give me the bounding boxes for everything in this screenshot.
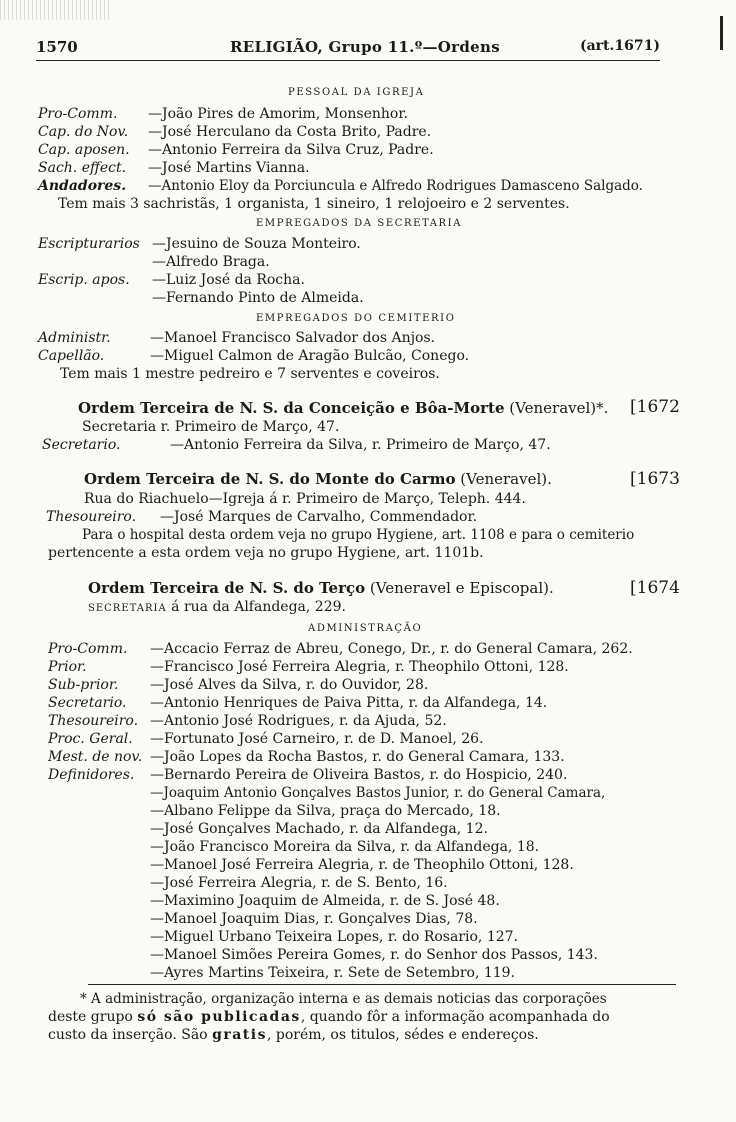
admin-label: Thesoureiro. — [48, 713, 139, 729]
order-heading-terco — [88, 578, 554, 598]
order-qualifier: (Veneravel)*. — [509, 399, 609, 417]
cemiterio-label: Administr. — [38, 330, 111, 346]
admin-label: Mest. de nov. — [48, 749, 143, 765]
pessoal-label: Cap. do Nov. — [38, 124, 129, 140]
secretaria-word: SECRETARIA — [88, 603, 167, 614]
footnote-text: custo da inserção. São — [48, 1027, 208, 1043]
secretaria-text: —Alfredo Braga. — [152, 254, 270, 270]
cemiterio-note: Tem mais 1 mestre pedreiro e 7 serventes e coveiros. — [60, 366, 440, 382]
pessoal-text: —José Herculano da Costa Brito, Padre. — [148, 124, 432, 140]
admin-text: —Manoel Joaquim Dias, r. Gonçalves Dias, 78. — [150, 911, 478, 927]
order-qualifier: (Veneravel). — [460, 470, 552, 488]
footnote-text: deste grupo — [48, 1009, 133, 1025]
admin-text: —Manoel Simões Pereira Gomes, r. do Senhor dos Passos, 143. — [150, 947, 598, 963]
section-pessoal-title: PESSOAL DA IGREJA — [288, 87, 425, 98]
admin-text: —José Alves da Silva, r. do Ouvidor, 28. — [150, 677, 429, 693]
footnote-text: , quando fôr a informação acompanhada do — [300, 1009, 610, 1025]
secretaria-text: —Fernando Pinto de Almeida. — [152, 290, 364, 306]
admin-text: —Manoel José Ferreira Alegria, r. de Theophilo Ottoni, 128. — [150, 857, 574, 873]
pessoal-label: Sach. effect. — [38, 160, 127, 176]
pessoal-text: —Antonio Ferreira da Silva Cruz, Padre. — [148, 142, 434, 158]
article-ref: (art.1671) — [579, 38, 660, 54]
order-name: Ordem Terceira de N. S. da Conceição e Bôa-Morte — [78, 399, 505, 417]
admin-text: —Accacio Ferraz de Abreu, Conego, Dr., r. do General Camara, 262. — [150, 641, 633, 657]
running-title: RELIGIÃO, Grupo 11.º—Ordens — [230, 38, 500, 56]
footnote-emphasis: só são publicadas — [137, 1009, 301, 1025]
order-heading-carmo — [84, 469, 552, 489]
admin-text: —Ayres Martins Teixeira, r. Sete de Setembro, 119. — [150, 965, 516, 981]
admin-text: —Maximino Joaquim de Almeida, r. de S. José 48. — [150, 893, 500, 909]
margin-bar — [720, 16, 723, 50]
admin-text: —José Ferreira Alegria, r. de S. Bento, 16. — [150, 875, 448, 891]
page-number: 1570 — [36, 38, 78, 56]
admin-text: —José Gonçalves Machado, r. da Alfandega, 12. — [150, 821, 488, 837]
footnote-line: * A administração, organização interna e as demais noticias das corporações — [80, 991, 607, 1007]
pessoal-text: —José Martins Vianna. — [148, 160, 310, 176]
admin-text: —João Lopes da Rocha Bastos, r. do General Camara, 133. — [150, 749, 565, 765]
note-line: pertencente a esta ordem veja no grupo Hygiene, art. 1101b. — [48, 545, 484, 561]
admin-label: Pro-Comm. — [48, 641, 128, 657]
admin-label: Definidores. — [48, 767, 135, 783]
footnote-emphasis: gratis — [212, 1027, 267, 1043]
pessoal-note: Tem mais 3 sachristãs, 1 organista, 1 sineiro, 1 relojoeiro e 2 serventes. — [58, 196, 570, 212]
thesoureiro-text: —José Marques de Carvalho, Commendador. — [160, 509, 478, 525]
admin-text: —Bernardo Pereira de Oliveira Bastos, r. do Hospicio, 240. — [150, 767, 568, 783]
article-number: [1672 — [630, 397, 680, 417]
scan-specks — [0, 0, 110, 20]
pessoal-text: —Antonio Eloy da Porciuncula e Alfredo Rodrigues Damasceno Salgado. — [148, 178, 643, 194]
order-qualifier: (Veneravel e Episcopal). — [369, 579, 554, 597]
admin-text: —Miguel Urbano Teixeira Lopes, r. do Rosario, 127. — [150, 929, 518, 945]
article-number: [1673 — [630, 469, 680, 489]
pessoal-label: Andadores. — [38, 178, 127, 194]
cemiterio-label: Capellão. — [38, 348, 105, 364]
admin-text: —Albano Felippe da Silva, praça do Mercado, 18. — [150, 803, 501, 819]
section-cemiterio-title: EMPREGADOS DO CEMITERIO — [256, 313, 456, 324]
order-name: Ordem Terceira de N. S. do Terço — [88, 579, 366, 597]
secretario-text: —Antonio Ferreira da Silva, r. Primeiro de Março, 47. — [170, 437, 551, 453]
secretaria-text: —Luiz José da Rocha. — [152, 272, 305, 288]
terco-secretaria — [88, 598, 346, 618]
pessoal-label: Pro-Comm. — [38, 106, 118, 122]
footnote-divider — [88, 984, 676, 985]
admin-label: Proc. Geral. — [48, 731, 133, 747]
secretaria-label: Escrip. apos. — [38, 272, 130, 288]
article-number: [1674 — [630, 578, 680, 598]
secretaria-label: Escripturarios — [38, 236, 140, 252]
pessoal-label: Cap. aposen. — [38, 142, 130, 158]
admin-label: Prior. — [48, 659, 87, 675]
order-name: Ordem Terceira de N. S. do Monte do Carmo — [84, 470, 456, 488]
cemiterio-text: —Manoel Francisco Salvador dos Anjos. — [150, 330, 436, 346]
note-line: Para o hospital desta ordem veja no grupo Hygiene, art. 1108 e para o cemiterio — [82, 527, 635, 543]
footnote-line — [48, 1026, 539, 1045]
admin-text: —Antonio José Rodrigues, r. da Ajuda, 52. — [150, 713, 447, 729]
footnote-line — [48, 1008, 610, 1027]
secretaria-address: á rua da Alfandega, 229. — [171, 599, 346, 615]
secretario-label: Secretario. — [42, 437, 121, 453]
admin-text: —Francisco José Ferreira Alegria, r. Theophilo Ottoni, 128. — [150, 659, 569, 675]
order-heading-conceicao — [78, 398, 608, 418]
admin-text: —Joaquim Antonio Gonçalves Bastos Junior, r. do General Camara, — [150, 785, 606, 801]
secretaria-text: —Jesuino de Souza Monteiro. — [152, 236, 361, 252]
admin-label: Sub-prior. — [48, 677, 119, 693]
admin-text: —João Francisco Moreira da Silva, r. da Alfandega, 18. — [150, 839, 540, 855]
admin-label: Secretario. — [48, 695, 127, 711]
section-secretaria-title: EMPREGADOS DA SECRETARIA — [256, 218, 463, 229]
cemiterio-text: —Miguel Calmon de Aragão Bulcão, Conego. — [150, 348, 470, 364]
admin-text: —Fortunato José Carneiro, r. de D. Manoel, 26. — [150, 731, 484, 747]
order-address: Rua do Riachuelo—Igreja á r. Primeiro de Março, Teleph. 444. — [84, 491, 526, 507]
pessoal-text: —João Pires de Amorim, Monsenhor. — [148, 106, 408, 122]
admin-text: —Antonio Henriques de Paiva Pitta, r. da Alfandega, 14. — [150, 695, 548, 711]
order-address: Secretaria r. Primeiro de Março, 47. — [82, 419, 340, 435]
thesoureiro-label: Thesoureiro. — [46, 509, 137, 525]
page-header — [36, 38, 660, 61]
footnote-text: , porém, os titulos, sédes e endereços. — [266, 1027, 539, 1043]
section-admin-title: ADMINISTRAÇÃO — [308, 623, 423, 634]
